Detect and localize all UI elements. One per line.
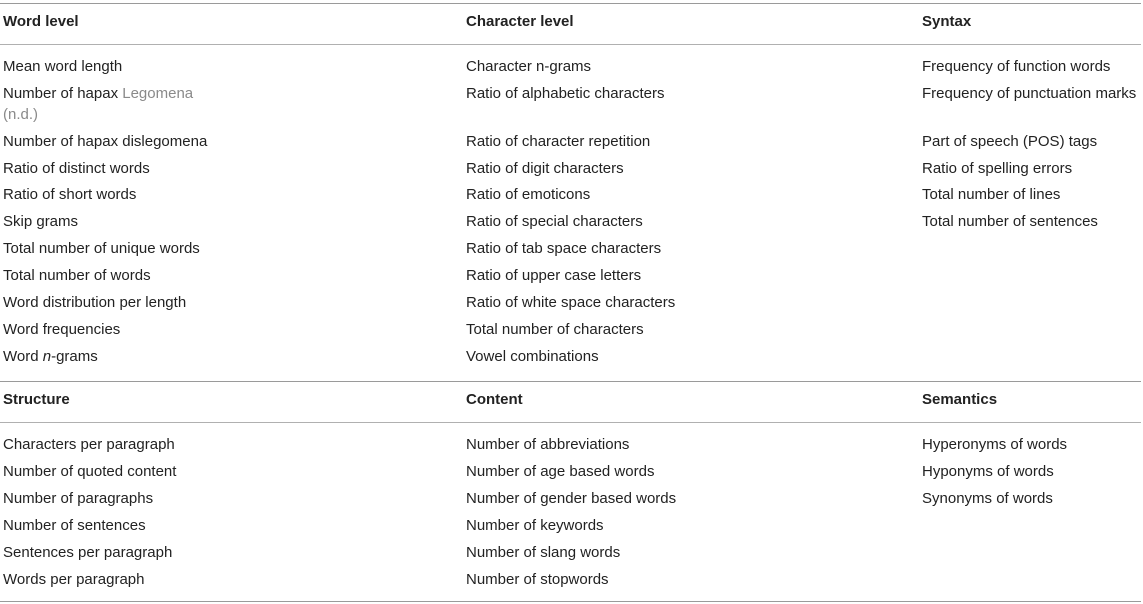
table-cell: Hyperonyms of words [922,436,1068,453]
table-cell: Total number of unique words [3,240,200,257]
table-cell: Ratio of tab space characters [466,240,662,257]
table-cell: Frequency of function words [922,58,1111,75]
table-cell: Sentences per paragraph [3,544,173,561]
table-cell: Characters per paragraph [3,436,175,453]
table-cell: Words per paragraph [3,571,145,588]
table-cell: Hyponyms of words [922,463,1054,480]
table-cell [3,84,193,104]
table-cell: Number of keywords [466,517,604,534]
table-cell: Number of age based words [466,463,655,480]
table-cell: Part of speech (POS) tags [922,133,1098,150]
header-rule-top [0,44,1141,45]
table-cell: Synonyms of words [922,490,1053,507]
table-cell: Frequency of punctuation marks [922,85,1137,102]
table-cell: Ratio of white space characters [466,294,676,311]
table-cell: Number of slang words [466,544,621,561]
cell-text-italic: n [42,348,52,365]
table-cell: Number of quoted content [3,463,177,480]
header-structure: Structure [3,391,70,408]
table-cell: Word frequencies [3,321,121,338]
cell-text: Number of hapax [3,85,119,102]
table-top-rule [0,3,1141,4]
table-cell [3,347,98,367]
header-content: Content [466,391,523,408]
header-rule-bottom [0,422,1141,423]
table-cell: Skip grams [3,213,79,230]
table-cell: Total number of words [3,267,151,284]
table-cell: Number of hapax dislegomena [3,133,208,150]
header-semantics: Semantics [922,391,998,408]
cell-text: Word [3,348,39,365]
table-cell: Ratio of emoticons [466,186,591,203]
table-bottom-rule [0,601,1141,602]
header-character-level: Character level [466,13,574,30]
table-cell: Number of gender based words [466,490,677,507]
table-cell-note: (n.d.) [3,106,39,123]
table-cell: Number of abbreviations [466,436,630,453]
header-word-level: Word level [3,13,79,30]
table-cell: Ratio of spelling errors [922,160,1073,177]
table-cell: Ratio of upper case letters [466,267,642,284]
table-cell: Mean word length [3,58,123,75]
section-divider-rule [0,381,1141,382]
table-cell: Word distribution per length [3,294,187,311]
header-syntax: Syntax [922,13,972,30]
table-cell: Ratio of character repetition [466,133,651,150]
table-cell: Ratio of distinct words [3,160,150,177]
table-cell: Total number of lines [922,186,1061,203]
table-cell: Ratio of special characters [466,213,643,230]
table-cell: Character n-grams [466,58,592,75]
table-cell: Vowel combinations [466,348,599,365]
table-cell: Total number of sentences [922,213,1098,230]
table-cell: Ratio of digit characters [466,160,624,177]
table-cell: Number of sentences [3,517,146,534]
table-cell: Number of paragraphs [3,490,154,507]
table-cell: Total number of characters [466,321,644,338]
table-cell: Number of stopwords [466,571,609,588]
table-cell: Ratio of short words [3,186,137,203]
table-cell: Ratio of alphabetic characters [466,85,665,102]
cell-text-gray: Legomena [122,85,194,102]
cell-text-suffix: -grams [51,348,98,365]
